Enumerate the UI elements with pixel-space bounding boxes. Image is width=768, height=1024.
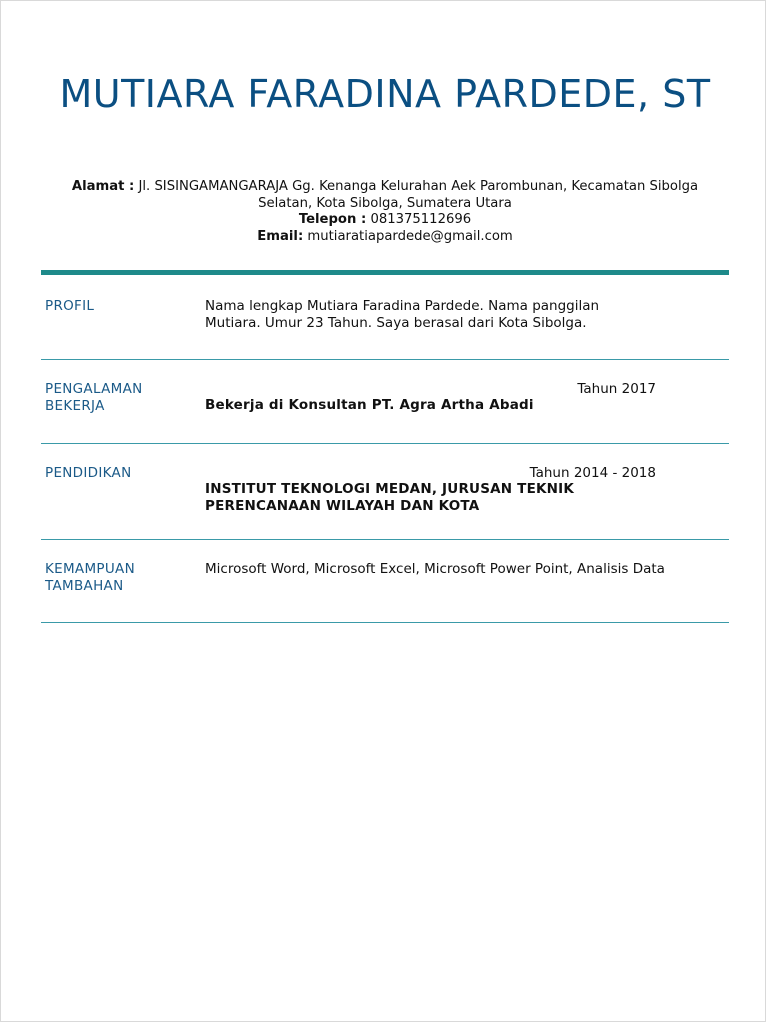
- email-line: [41, 229, 729, 246]
- section-divider: [41, 443, 729, 444]
- phone-value: 081375112696: [366, 212, 472, 228]
- section-label-pendidikan: PENDIDIKAN: [45, 465, 132, 481]
- pengalaman-date: Tahun 2017: [577, 381, 656, 397]
- email-label: Email:: [257, 228, 304, 244]
- section-label-pengalaman: PENGALAMAN BEKERJA: [45, 381, 143, 414]
- section-divider: [41, 622, 729, 623]
- address-label: Alamat :: [71, 179, 135, 194]
- pengalaman-text: Bekerja di Konsultan PT. Agra Artha Abadi: [205, 397, 534, 413]
- header-divider: [41, 270, 729, 275]
- section-divider: [41, 539, 729, 540]
- address-value: Jl. SISINGAMANGARAJA Gg. Kenanga Kelurahan Aek Parombunan, Kecamatan Sibolga Selatan, Kota Sibolga, Sumatera Utara: [134, 179, 699, 211]
- address-line: [41, 179, 729, 212]
- email-value: mutiaratiapardede@gmail.com: [303, 228, 513, 244]
- pendidikan-date: Tahun 2014 - 2018: [529, 465, 656, 481]
- pendidikan-text: INSTITUT TEKNOLOGI MEDAN, JURUSAN TEKNIK PERENCANAAN WILAYAH DAN KOTA: [205, 481, 575, 514]
- phone-line: [41, 212, 729, 229]
- resume-name-title: MUTIARA FARADINA PARDEDE, ST: [59, 72, 711, 116]
- contact-block: [41, 179, 729, 245]
- phone-label: Telepon :: [298, 212, 367, 228]
- section-label-kemampuan: KEMAMPUAN TAMBAHAN: [45, 561, 135, 594]
- kemampuan-text: Microsoft Word, Microsoft Excel, Microsoft Power Point, Analisis Data: [205, 561, 665, 577]
- section-label-profil: PROFIL: [45, 298, 95, 314]
- section-divider: [41, 359, 729, 360]
- profil-text: Nama lengkap Mutiara Faradina Pardede. Nama panggilan Mutiara. Umur 23 Tahun. Saya berasal dari Kota Sibolga.: [205, 298, 600, 331]
